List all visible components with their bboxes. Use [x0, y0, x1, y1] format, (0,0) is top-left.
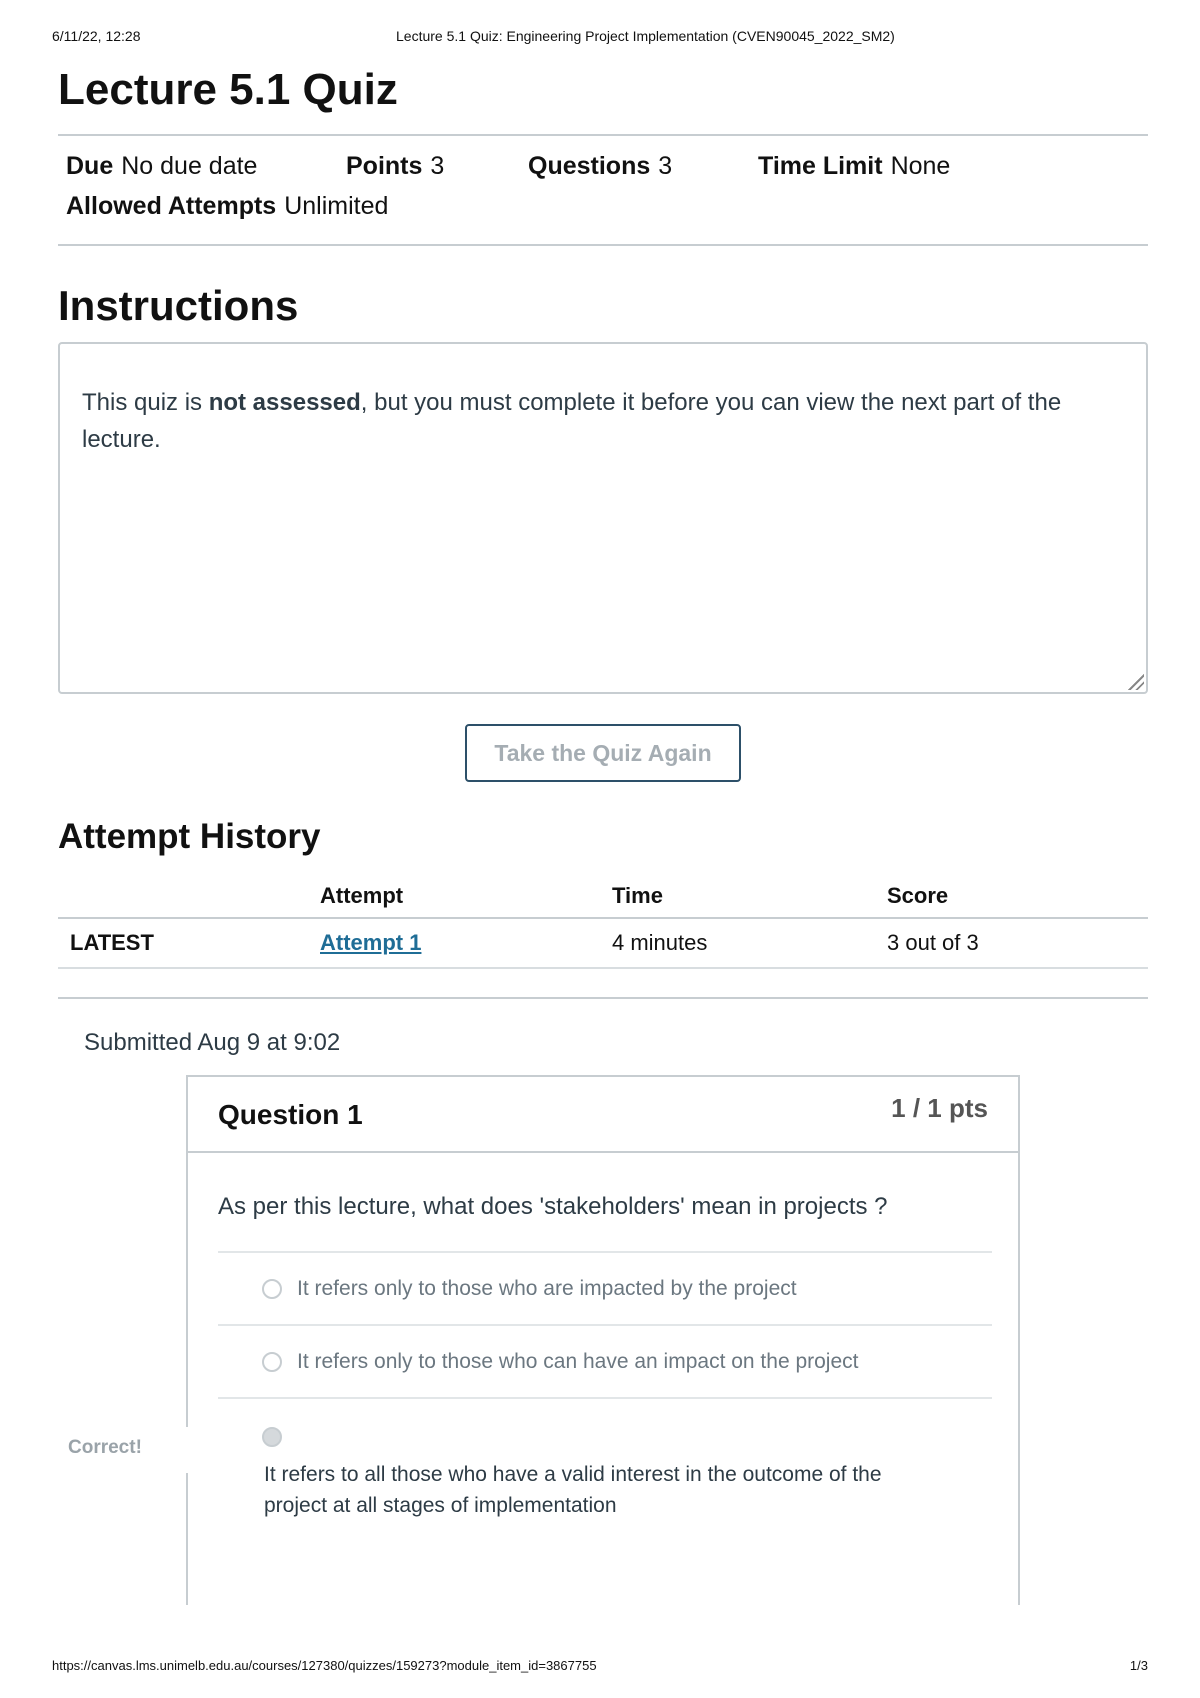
answer-option-selected[interactable]: [218, 1397, 992, 1517]
button-row: [58, 694, 1148, 804]
take-quiz-again-button[interactable]: Take the Quiz Again: [465, 724, 741, 782]
column-header-attempt: Attempt: [320, 870, 612, 918]
score-cell: 3 out of 3: [887, 918, 1148, 968]
table-row: [58, 918, 1148, 968]
answer-option[interactable]: [218, 1324, 992, 1397]
allowed-attempts-detail: [66, 192, 388, 221]
answer-option[interactable]: [218, 1251, 992, 1324]
divider: [58, 997, 1148, 999]
column-header-score: Score: [887, 870, 1148, 918]
instructions-emphasis: not assessed: [208, 389, 361, 416]
instructions-heading: Instructions: [58, 282, 299, 329]
time-limit-label: Time Limit: [758, 152, 883, 180]
time-limit-detail: [758, 152, 950, 181]
question-area: [58, 1069, 1148, 1599]
page-number: 1/3: [1129, 1658, 1148, 1673]
correct-answer-flag: Correct!: [68, 1437, 142, 1458]
column-header-time: Time: [612, 870, 887, 918]
print-footer: [52, 1658, 1148, 1678]
resize-handle-icon[interactable]: [1128, 674, 1144, 690]
instructions-text-suffix: , but you must complete it before you can view the next part of the lecture.: [82, 389, 1062, 453]
attempt-history-table: [58, 870, 1148, 969]
print-header: [52, 28, 1148, 48]
points-label: Points: [346, 152, 423, 180]
radio-button-selected[interactable]: [262, 1427, 282, 1447]
divider: [58, 244, 1148, 246]
radio-button[interactable]: [262, 1352, 282, 1372]
time-cell: 4 minutes: [612, 918, 887, 968]
question-text: As per this lecture, what does 'stakeholders' mean in projects ?: [218, 1193, 888, 1220]
column-header-tag: [58, 870, 320, 918]
answer-label: It refers only to those who are impacted by the project: [297, 1277, 797, 1300]
print-date: 6/11/22, 12:28: [52, 28, 141, 44]
page-title: Lecture 5.1 Quiz: [58, 65, 398, 114]
attempt-history-heading: Attempt History: [58, 817, 321, 856]
questions-detail: [528, 152, 672, 181]
attempt-cell: [320, 918, 612, 968]
answer-label: It refers only to those who can have an impact on the project: [297, 1350, 859, 1373]
due-detail: [66, 152, 257, 181]
quiz-content: [58, 56, 1148, 1599]
questions-label: Questions: [528, 152, 651, 180]
print-title: Lecture 5.1 Quiz: Engineering Project Implementation (CVEN90045_2022_SM2): [396, 28, 895, 44]
points-detail: [346, 152, 444, 181]
time-limit-value: None: [890, 152, 951, 180]
due-value: No due date: [121, 152, 258, 180]
attempt-link[interactable]: Attempt 1: [320, 930, 422, 955]
allowed-attempts-label: Allowed Attempts: [66, 192, 277, 220]
flag-connector: [183, 1427, 191, 1473]
radio-button[interactable]: [262, 1279, 282, 1299]
submitted-timestamp: Submitted Aug 9 at 9:02: [84, 1029, 341, 1056]
points-value: 3: [430, 152, 445, 180]
instructions-box: [58, 342, 1148, 694]
latest-tag: LATEST: [58, 918, 320, 968]
quiz-details: [58, 136, 1148, 244]
question-name: Question 1: [218, 1099, 363, 1130]
question-card: [186, 1075, 1020, 1605]
question-points: 1 / 1 pts: [891, 1093, 988, 1123]
instructions-text-prefix: This quiz is: [82, 389, 209, 416]
question-header: [188, 1077, 1018, 1153]
answer-label: It refers to all those who have a valid interest in the outcome of the project at all stages of implementation: [264, 1463, 882, 1517]
allowed-attempts-value: Unlimited: [284, 192, 389, 220]
table-header-row: [58, 870, 1148, 918]
due-label: Due: [66, 152, 114, 180]
questions-value: 3: [658, 152, 673, 180]
print-url: https://canvas.lms.unimelb.edu.au/courses/127380/quizzes/159273?module_item_id=3867755: [52, 1658, 597, 1673]
